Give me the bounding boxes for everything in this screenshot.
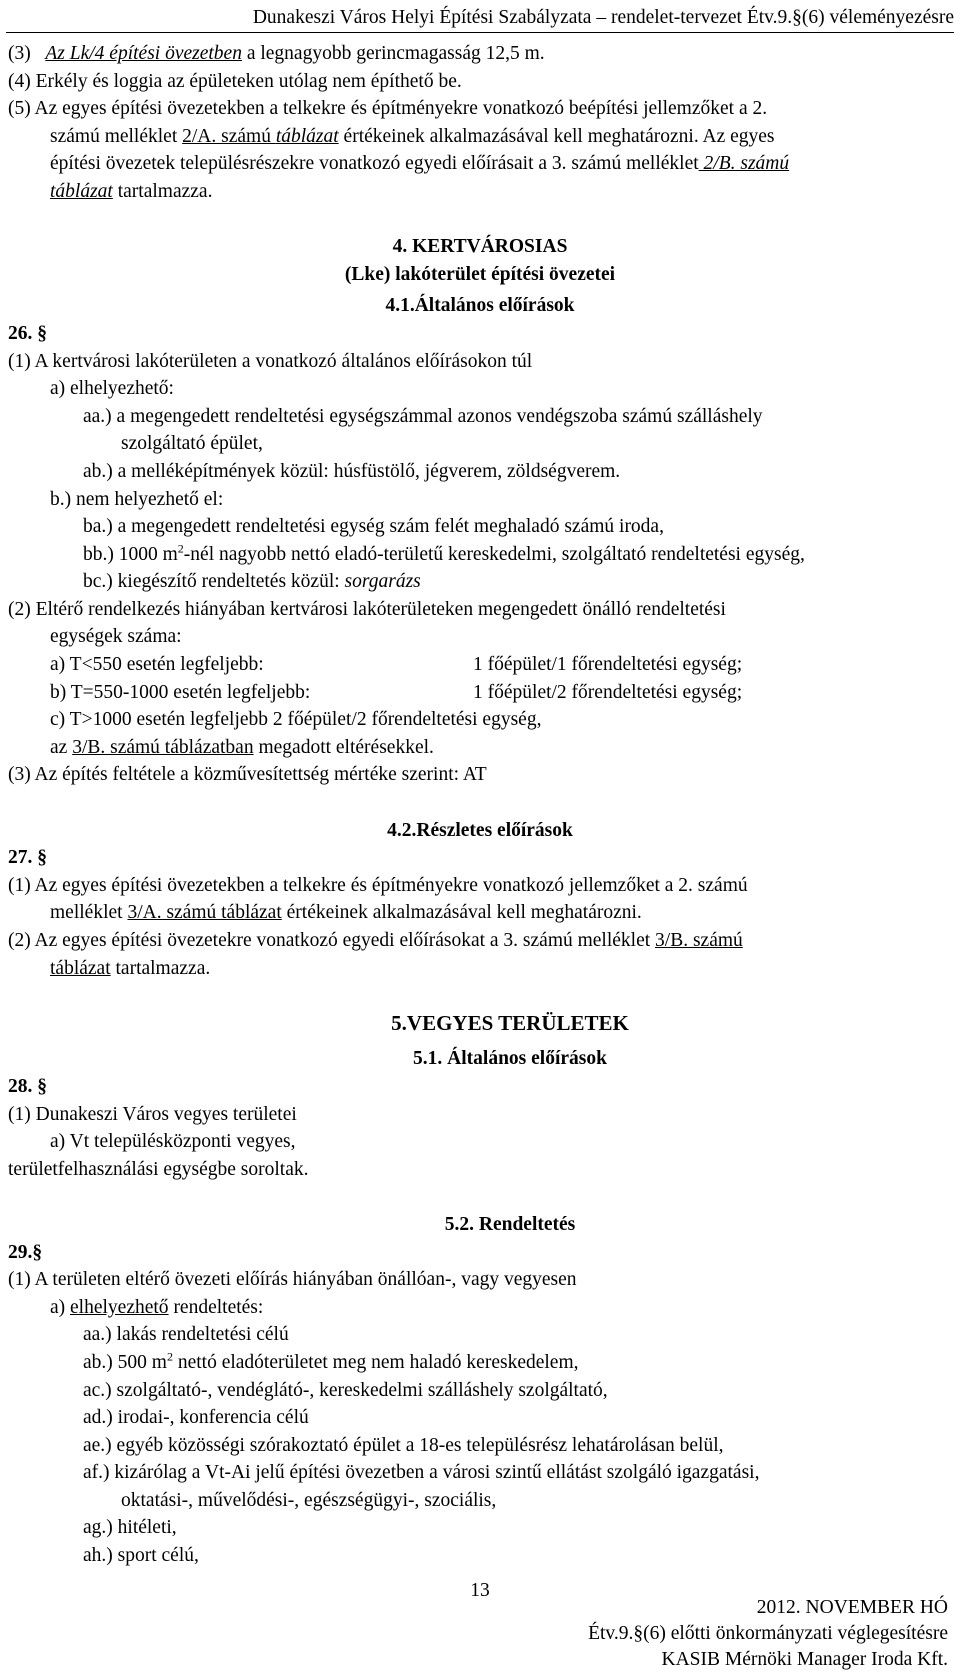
- paragraph-line: (2) Eltérő rendelkezés hiányában kertvárosi lakóterületeken megengedett önálló rendeltetési: [8, 598, 726, 620]
- paragraph-line: számú melléklet 2/A. számú táblázat értékeinek alkalmazásával kell meghatározni. Az egyes: [50, 125, 775, 147]
- list-item: ag.) hitéleti,: [83, 1517, 177, 1539]
- paragraph-line: (1) A területen eltérő övezeti előírás hiányában önállóan-, vagy vegyesen: [8, 1269, 577, 1291]
- subsection-title: 4.1.Általános előírások: [385, 295, 575, 317]
- subsection-title: 5.1. Általános előírások: [413, 1048, 607, 1070]
- list-item: ab.) a melléképítmények közül: húsfüstölő, jégverem, zöldségverem.: [83, 460, 621, 482]
- paragraph-line: táblázat tartalmazza.: [50, 180, 213, 202]
- list-item: af.) kizárólag a Vt-Ai jelű építési övezetben a városi szintű ellátást szolgáló igazgatási,: [83, 1462, 760, 1484]
- paragraph-line: táblázat tartalmazza.: [50, 957, 211, 979]
- list-item: bc.) kiegészítő rendeltetés közül: sorgarázs: [83, 571, 421, 593]
- list-item: ba.) a megengedett rendeltetési egység szám felét meghaladó számú iroda,: [83, 516, 664, 538]
- paragraph-line: (5) Az egyes építési övezetekben a telkekre és építményekre vonatkozó beépítési jellemzőket a 2.: [8, 98, 768, 120]
- list-item: bb.) 1000 $m^2$-nél nagyobb nettó eladó-területű kereskedelmi, szolgáltató rendeltetési egység,: [83, 541, 805, 565]
- paragraph-line: építési övezetek településrészekre vonatkozó egyedi előírásait a 3. számú melléklet 2/B. számú: [50, 153, 790, 175]
- table-row: a) T<550 esetén legfeljebb: 1 főépület/1 főrendeltetési egység;: [50, 654, 743, 676]
- paragraph-line: (2) Az egyes építési övezetekre vonatkozó egyedi előírásokat a 3. számú melléklet 3/B. számú: [8, 930, 743, 951]
- list-item: ah.) sport célú,: [83, 1545, 199, 1567]
- list-item: aa.) lakás rendeltetési célú: [83, 1324, 289, 1346]
- list-item: ae.) egyéb közösségi szórakoztató épület a 18-es településrész lehatárolásan belül,: [83, 1434, 724, 1456]
- document-body: [8, 40, 952, 1570]
- subsection-title: 5.2. Rendeltetés: [444, 1213, 576, 1235]
- list-item: ac.) szolgáltató-, vendéglátó-, kereskedelmi szálláshely szolgáltató,: [83, 1379, 608, 1401]
- table-row: c) T>1000 esetén legfeljebb 2 főépület/2 főrendeltetési egység,: [50, 709, 542, 731]
- page-header: Dunakeszi Város Helyi Építési Szabályzata – rendelet-tervezet Étv.9.§(6) véleményezésre: [6, 6, 954, 33]
- list-item: ad.) irodai-, konferencia célú: [83, 1407, 309, 1429]
- paragraph-number: 29.§: [8, 1241, 43, 1263]
- table-row: b) T=550-1000 esetén legfeljebb: 1 főépület/2 főrendeltetési egység;: [50, 681, 743, 703]
- paragraph-line: az 3/B. számú táblázatban megadott eltérésekkel.: [50, 736, 434, 758]
- footer-note: Étv.9.§(6) előtti önkormányzati véglegesítésre: [588, 1623, 948, 1644]
- section-title: 4. KERTVÁROSIAS: [392, 236, 568, 258]
- paragraph-line: melléklet 3/A. számú táblázat értékeinek alkalmazásával kell meghatározni.: [50, 902, 642, 924]
- paragraph-line: (1) A kertvárosi lakóterületen a vonatkozó általános előírásokon túl: [8, 350, 533, 372]
- page-number: 13: [470, 1580, 490, 1601]
- paragraph-line: (4) Erkély és loggia az épületeken utólag nem építhető be.: [8, 70, 462, 92]
- list-item: oktatási-, művelődési-, egészségügyi-, szociális,: [121, 1489, 497, 1511]
- paragraph-line: (3) Az Lk/4 építési övezetben a legnagyobb gerincmagasság 12,5 m.: [8, 43, 545, 64]
- paragraph-line: (1) Az egyes építési övezetekben a telkekre és építményekre vonatkozó jellemzőket a 2. számú: [8, 874, 748, 896]
- list-item: aa.) a megengedett rendeltetési egységszámmal azonos vendégszoba számú szálláshely: [83, 405, 763, 427]
- section-title: 5.VEGYES TERÜLETEK: [391, 1010, 629, 1035]
- paragraph-number: 27. §: [8, 847, 47, 869]
- subsection-title: 4.2.Részletes előírások: [387, 819, 573, 841]
- paragraph-line: (1) Dunakeszi Város vegyes területei: [8, 1103, 297, 1125]
- paragraph-number: 28. §: [8, 1075, 47, 1097]
- list-item: szolgáltató épület,: [121, 433, 263, 455]
- section-subtitle: (Lke) lakóterület építési övezetei: [344, 263, 616, 285]
- paragraph-line: (3) Az építés feltétele a közművesítettség mértéke szerint: AT: [8, 764, 487, 786]
- footer-company: KASIB Mérnöki Manager Iroda Kft.: [661, 1649, 948, 1670]
- list-item: ab.) 500 $m^2$ nettó eladóterületet meg nem haladó kereskedelem,: [83, 1349, 579, 1373]
- footer-date: 2012. NOVEMBER HÓ: [756, 1597, 948, 1618]
- list-item: a) Vt településközponti vegyes,: [50, 1131, 296, 1153]
- paragraph-line: területfelhasználási egységbe soroltak.: [8, 1158, 309, 1180]
- page-footer: [588, 1595, 948, 1673]
- list-item: a) elhelyezhető rendeltetés:: [50, 1296, 264, 1318]
- paragraph-number: 26. §: [8, 322, 47, 344]
- paragraph-line: egységek száma:: [50, 626, 182, 648]
- list-item: b.) nem helyezhető el:: [50, 488, 224, 510]
- list-item: a) elhelyezhető:: [50, 378, 174, 400]
